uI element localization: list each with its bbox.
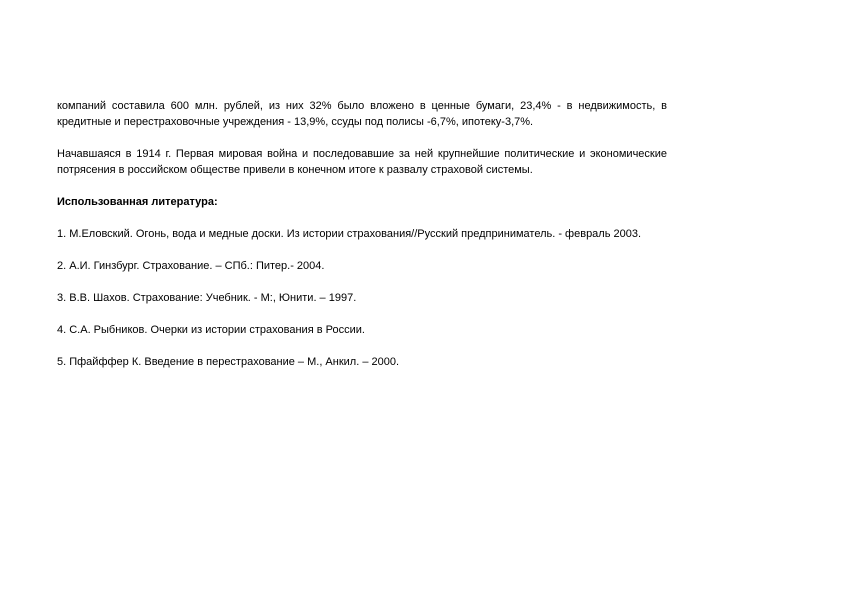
- literature-item-1: 1. М.Еловский. Огонь, вода и медные доски. Из истории страхования//Русский предприниматель. - февраль 2003.: [57, 228, 642, 240]
- document-body: [57, 98, 667, 386]
- paragraph-world-war: Начавшаяся в 1914 г. Первая мировая война и последовавшие за ней крупнейшие политические и экономические потрясения в российском обществе привели в конечном итоге к развалу страховой системы.: [57, 148, 667, 176]
- literature-list: [57, 226, 667, 370]
- literature-heading: Использованная литература:: [57, 196, 218, 208]
- paragraph-insurance-capital: компаний составила 600 млн. рублей, из них 32% было вложено в ценные бумаги, 23,4% - в недвижимость, в кредитные и перестраховочные учреждения - 13,9%, ссуды под полисы -6,7%, ипотеку-3,7%.: [57, 100, 667, 128]
- literature-item-3: 3. В.В. Шахов. Страхование: Учебник. - М:, Юнити. – 1997.: [57, 292, 357, 304]
- literature-item-2: 2. А.И. Гинзбург. Страхование. – СПб.: Питер.- 2004.: [57, 260, 325, 272]
- literature-item-5: 5. Пфайффер К. Введение в перестрахование – М., Анкил. – 2000.: [57, 356, 400, 368]
- literature-item-4: 4. С.А. Рыбников. Очерки из истории страхования в России.: [57, 324, 365, 336]
